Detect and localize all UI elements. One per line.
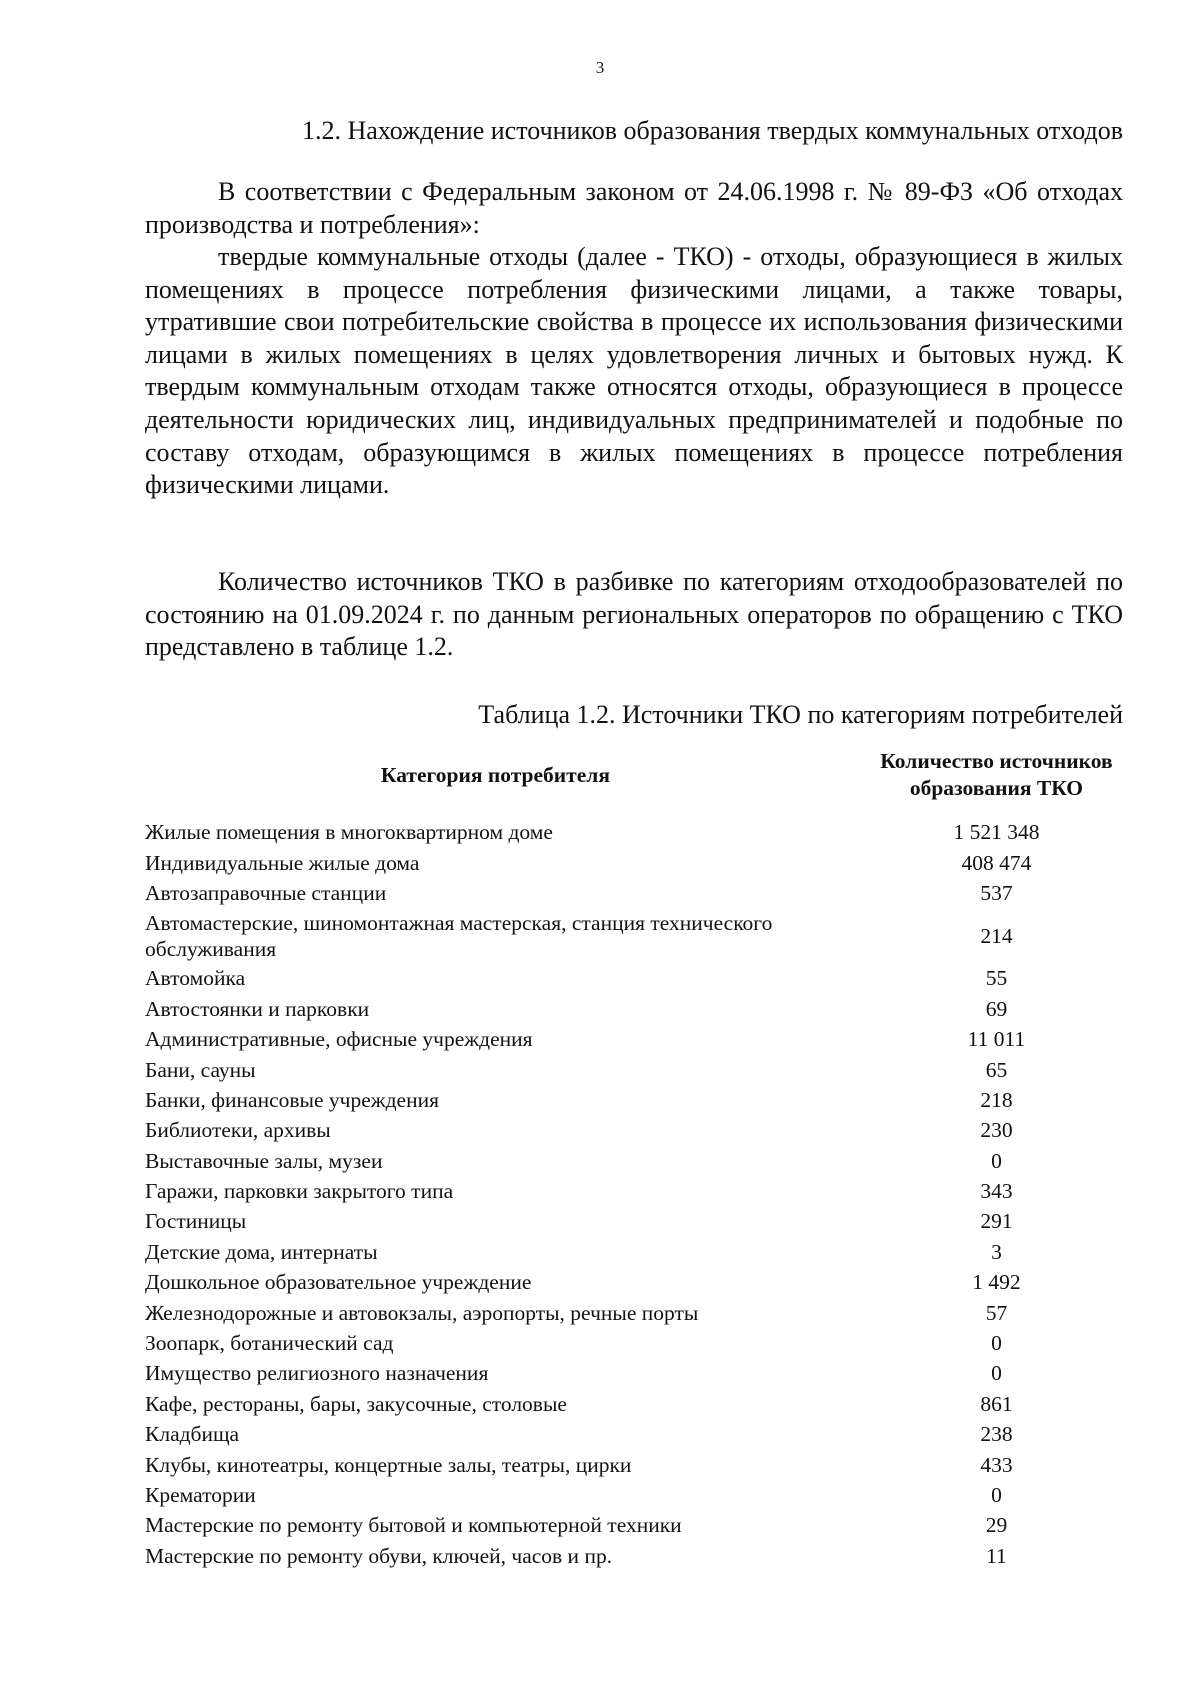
row-category: Автомойка <box>145 966 246 991</box>
row-category: Выставочные залы, музеи <box>145 1148 383 1173</box>
row-category: Жилые помещения в многоквартирном доме <box>145 820 553 845</box>
row-category: Клубы, кинотеатры, концертные залы, театры, цирки <box>145 1452 632 1477</box>
table-row <box>145 817 1123 847</box>
table-row <box>145 994 1123 1024</box>
row-category: Дошкольное образовательное учреждение <box>145 1270 532 1295</box>
table-row <box>145 1358 1123 1388</box>
row-count: 0 <box>991 1148 1002 1173</box>
row-count: 3 <box>991 1239 1002 1264</box>
row-count: 55 <box>985 966 1008 991</box>
header-count: Количество источников образования ТКО <box>880 749 1113 800</box>
row-count: 537 <box>980 880 1013 905</box>
table-row <box>145 1389 1123 1419</box>
section-heading: 1.2. Нахождение источников образования твердых коммунальных отходов <box>301 116 1123 145</box>
table-row <box>145 1297 1123 1327</box>
paragraph-tko-definition: твердые коммунальные отходы (далее - ТКО) - отходы, образующиеся в жилых помещениях в процессе потребления физическими лицами, а также товары, утратившие свои потребительские свойства в процессе их использования физическими лицами в жилых помещениях в целях удовлетворения личных и бытовых нужд. К твердым коммунальным отходам также относятся отходы, образующиеся в процессе деятельности юридических лиц, индивидуальных предпринимателей и подобные по составу отходам, образующимся в жилых помещениях в процессе потребления физическими лицами. <box>145 242 1123 500</box>
row-count: 218 <box>980 1087 1013 1112</box>
table-body <box>145 817 1123 1571</box>
table-row <box>145 1419 1123 1449</box>
row-count: 57 <box>985 1300 1008 1325</box>
table-row <box>145 1206 1123 1236</box>
page-number: 3 <box>595 58 605 77</box>
row-category: Кафе, рестораны, бары, закусочные, столовые <box>145 1391 567 1416</box>
row-category: Банки, финансовые учреждения <box>145 1087 439 1112</box>
table-row <box>145 1146 1123 1176</box>
row-category: Зоопарк, ботанический сад <box>145 1331 394 1356</box>
row-count: 238 <box>980 1422 1013 1447</box>
row-count: 343 <box>980 1179 1013 1204</box>
paragraph-table-intro: Количество источников ТКО в разбивке по категориям отходообразователей по состоянию на 01.09.2024 г. по данным региональных операторов по обращению с ТКО представлено в таблице 1.2. <box>145 567 1123 662</box>
table-row <box>145 878 1123 908</box>
table-caption: Таблица 1.2. Источники ТКО по категориям потребителей <box>478 700 1123 729</box>
row-category: Автозаправочные станции <box>145 880 387 905</box>
row-category: Гостиницы <box>145 1209 247 1234</box>
row-category: Кладбища <box>145 1422 240 1447</box>
row-count: 69 <box>985 996 1008 1021</box>
row-count: 0 <box>991 1361 1002 1386</box>
table-row <box>145 1541 1123 1571</box>
row-count: 291 <box>980 1209 1013 1234</box>
row-category: Гаражи, парковки закрытого типа <box>145 1179 454 1204</box>
row-count: 861 <box>980 1391 1013 1416</box>
table-row <box>145 1115 1123 1145</box>
row-category: Бани, сауны <box>145 1057 256 1082</box>
row-count: 0 <box>991 1483 1002 1507</box>
row-category: Мастерские по ремонту бытовой и компьютерной техники <box>145 1513 682 1538</box>
row-count: 65 <box>985 1057 1008 1082</box>
table-row <box>145 1449 1123 1479</box>
table-row <box>145 1267 1123 1297</box>
row-count: 214 <box>980 923 1013 948</box>
row-category: Индивидуальные жилые дома <box>145 850 420 875</box>
paragraph-law-reference: В соответствии с Федеральным законом от 24.06.1998 г. № 89-ФЗ «Об отходах производства и потребления»: <box>145 177 1123 239</box>
header-category: Категория потребителя <box>380 763 610 787</box>
table-row <box>145 1024 1123 1054</box>
table-row <box>145 963 1123 993</box>
row-count: 230 <box>980 1118 1013 1143</box>
row-category: Мастерские по ремонту обуви, ключей, часов и пр. <box>145 1543 613 1568</box>
table-row <box>145 1085 1123 1115</box>
row-count: 29 <box>985 1513 1008 1538</box>
table-row <box>145 1510 1123 1540</box>
row-count: 433 <box>980 1452 1013 1477</box>
row-category: Железнодорожные и автовокзалы, аэропорты, речные порты <box>145 1300 699 1325</box>
row-category: Библиотеки, архивы <box>145 1118 331 1143</box>
row-category: Административные, офисные учреждения <box>145 1027 533 1052</box>
table-row <box>145 1054 1123 1084</box>
row-count: 1 521 348 <box>953 820 1040 845</box>
table-row <box>145 1328 1123 1358</box>
table-row <box>145 908 1123 963</box>
table-row <box>145 1480 1123 1510</box>
table-row <box>145 1237 1123 1267</box>
row-category: Имущество религиозного назначения <box>145 1361 489 1386</box>
row-category: Автомастерские, шиномонтажная мастерская, станция технического обслуживания <box>145 910 773 961</box>
row-category: Автостоянки и парковки <box>145 996 370 1021</box>
row-count: 408 474 <box>961 850 1032 875</box>
row-count: 11 <box>986 1543 1007 1568</box>
table-header-row <box>145 733 1123 817</box>
tko-sources-table <box>145 733 1123 1571</box>
row-category: Крематории <box>145 1483 256 1507</box>
row-category: Детские дома, интернаты <box>145 1239 378 1264</box>
table-row <box>145 847 1123 877</box>
row-count: 0 <box>991 1331 1002 1356</box>
row-count: 1 492 <box>972 1270 1021 1295</box>
row-count: 11 011 <box>967 1027 1026 1052</box>
table-row <box>145 1176 1123 1206</box>
